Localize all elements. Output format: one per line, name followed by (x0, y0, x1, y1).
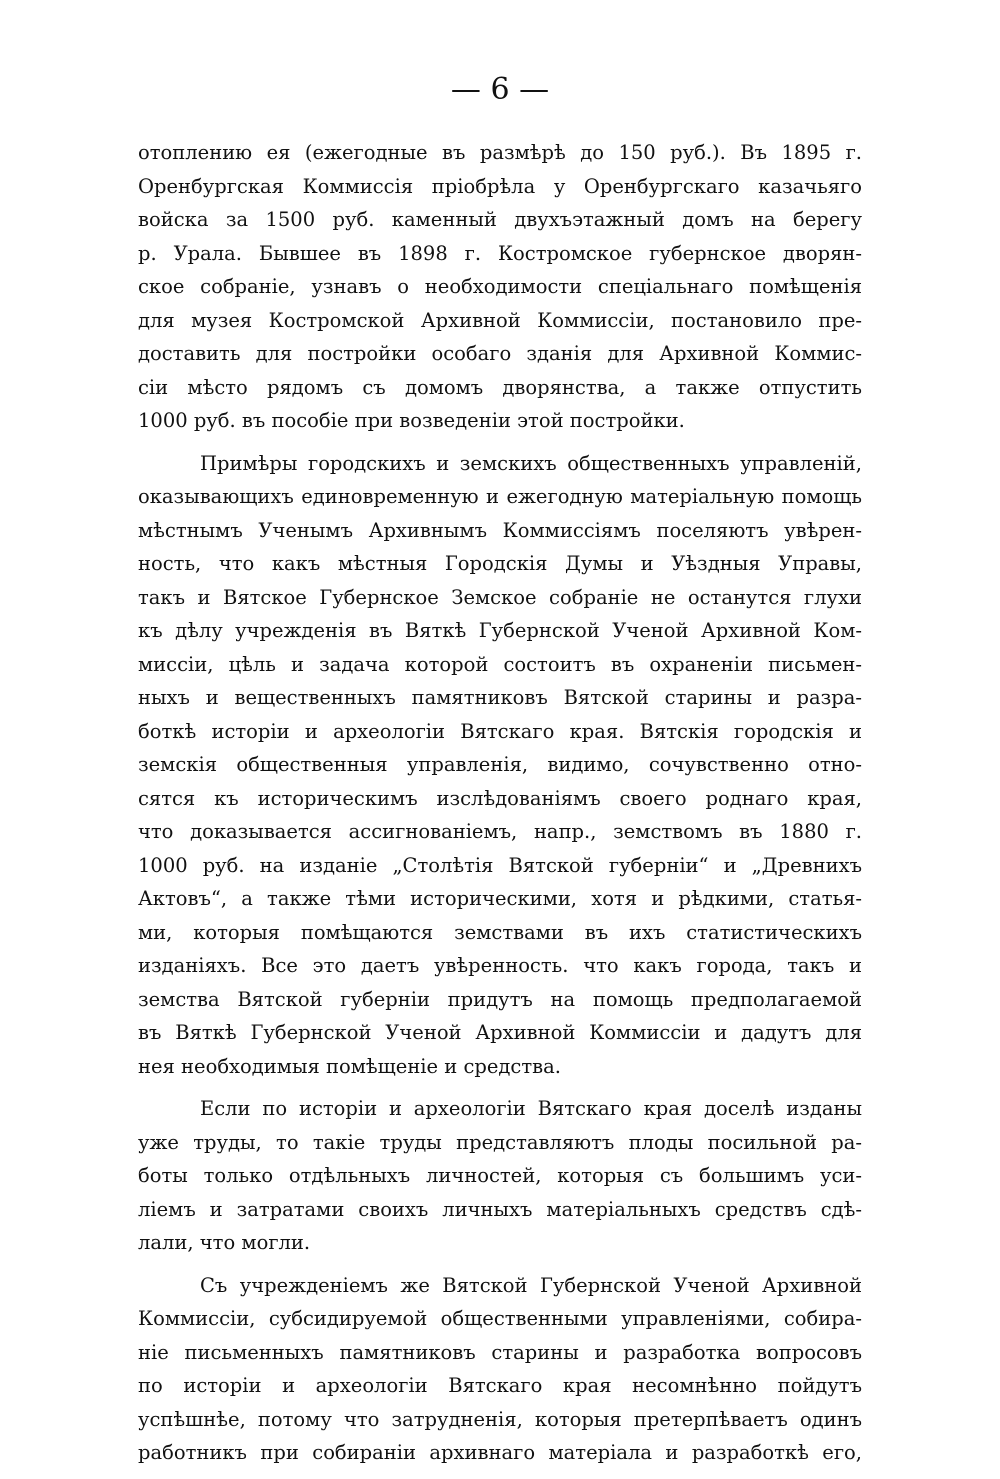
text-line: доставить для постройки особаго зданія для Архивной Коммис- (138, 342, 862, 365)
text-line: ныхъ и вещественныхъ памятниковъ Вятской старины и разра- (138, 686, 862, 709)
text-line: боткѣ исторіи и археологіи Вятскаго края. Вятскія городскія и (138, 719, 862, 743)
text-line: земства Вятской губерніи придутъ на помощь предполагаемой (138, 987, 862, 1011)
text-line: оказывающихъ единовременную и ежегодную матеріальную помощь (138, 485, 862, 508)
text-line: изданіяхъ. Все это даетъ увѣренность. что какъ города, такъ и (138, 954, 862, 977)
body-text (138, 136, 862, 1479)
text-line: ность, что какъ мѣстныя Городскія Думы и Уѣздныя Управы, (138, 552, 862, 575)
text-line: земскія общественныя управленія, видимо, сочувственно отно- (138, 753, 862, 776)
text-line: ліемъ и затратами своихъ личныхъ матеріальныхъ средствъ сдѣ- (138, 1197, 862, 1221)
text-line: лали, что могли. (138, 1231, 311, 1254)
text-line: по исторіи и археологіи Вятскаго края несомнѣнно пойдутъ (138, 1374, 862, 1397)
text-line: р. Урала. Бывшее въ 1898 г. Костромское губернское дворян- (138, 241, 862, 265)
text-line: работникъ при собираніи архивнаго матеріала и разработкѣ его, (138, 1441, 862, 1464)
text-line: Примѣры городскихъ и земскихъ общественныхъ управленій, (200, 451, 862, 475)
text-line: боты только отдѣльныхъ личностей, которыя съ большимъ уси- (138, 1164, 862, 1187)
text-line: Актовъ“, а также тѣми историческими, хотя и рѣдкими, статья- (138, 887, 862, 910)
text-line: что доказывается ассигнованіемъ, напр., земствомъ въ 1880 г. (138, 820, 862, 843)
text-line: къ дѣлу учрежденія въ Вяткѣ Губернской Ученой Архивной Ком- (138, 619, 862, 642)
text-line: сятся къ историческимъ изслѣдованіямъ своего роднаго края, (138, 786, 862, 810)
paragraph-1 (138, 136, 862, 438)
text-line: сіи мѣсто рядомъ съ домомъ дворянства, а также отпустить (138, 375, 862, 399)
text-line: нея необходимыя помѣщеніе и средства. (138, 1054, 561, 1078)
paragraph-3 (138, 1092, 862, 1260)
text-line: уже труды, то такіе труды представляютъ плоды посильной ра- (138, 1130, 862, 1154)
page-number: — 6 — (450, 72, 550, 107)
text-line: въ Вяткѣ Губернской Ученой Архивной Коммиссіи и дадутъ для (138, 1021, 862, 1044)
text-line: ское собраніе, узнавъ о необходимости спеціальнаго помѣщенія (138, 275, 862, 298)
text-line: Коммиссіи, субсидируемой общественными управленіями, собира- (138, 1307, 862, 1330)
text-line: успѣшнѣе, потому что затрудненія, которыя претерпѣваетъ одинъ (138, 1407, 862, 1431)
paragraph-2 (138, 447, 862, 1084)
text-line: войска за 1500 руб. каменный двухъэтажный домъ на берегу (138, 208, 862, 231)
text-line: для музея Костромской Архивной Коммиссіи, постановило пре- (138, 308, 862, 332)
text-line: ніе письменныхъ памятниковъ старины и разработка вопросовъ (138, 1340, 862, 1364)
text-line: 1000 руб. на изданіе „Столѣтія Вятской губерніи“ и „Древнихъ (138, 853, 862, 877)
text-line: Оренбургская Коммиссія пріобрѣла у Оренбургскаго казачьяго (138, 174, 862, 198)
paragraph-4 (138, 1269, 862, 1470)
text-line: Съ учрежденіемъ же Вятской Губернской Ученой Архивной (200, 1273, 862, 1297)
text-line: 1000 руб. въ пособіе при возведеніи этой постройки. (138, 409, 685, 432)
text-line: такъ и Вятское Губернское Земское собраніе не останутся глухи (138, 585, 862, 609)
text-line: отоплению ея (ежегодные въ размѣрѣ до 150 руб.). Въ 1895 г. (138, 141, 862, 164)
text-line: Если по исторіи и археологіи Вятскаго края доселѣ изданы (200, 1097, 862, 1120)
text-line: миссіи, цѣль и задача которой состоитъ въ охраненіи письмен- (138, 652, 862, 676)
text-line: ми, которыя помѣщаются земствами въ ихъ статистическихъ (138, 920, 862, 944)
text-line: мѣстнымъ Ученымъ Архивнымъ Коммиссіямъ поселяютъ увѣрен- (138, 518, 862, 542)
